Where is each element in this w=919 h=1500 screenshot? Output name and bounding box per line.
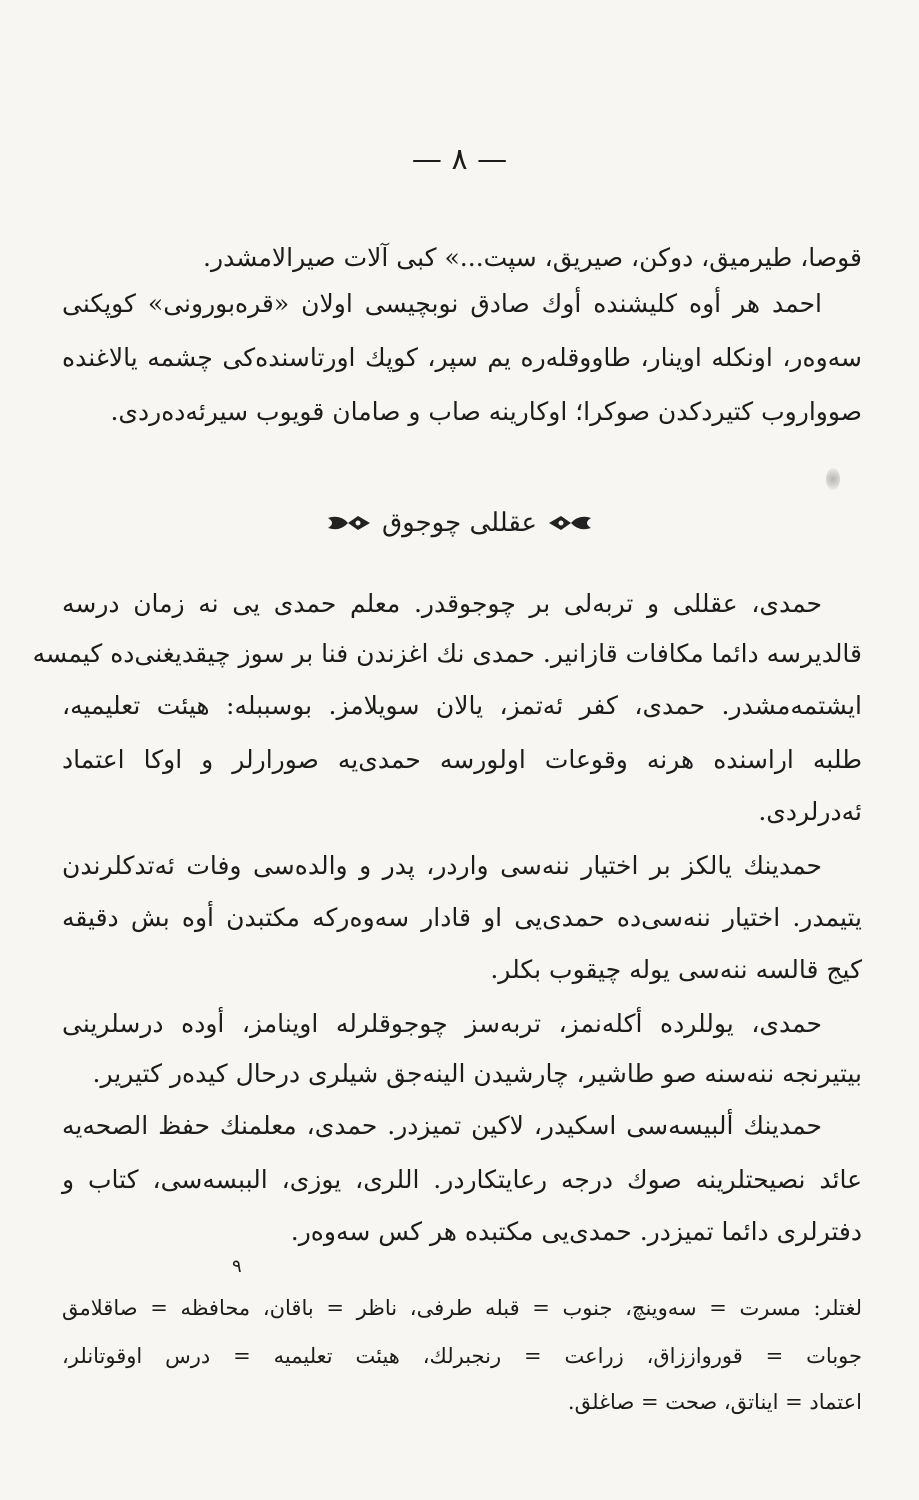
intro-line: احمد هر أوه کلیشنده أوك صادق نوبچیسی اولان «قره‌بورونی» کوپکنی: [62, 289, 822, 318]
page-number: — ۸ —: [411, 142, 508, 177]
paragraph-line: حمدینك ألبیسه‌سی اسکیدر، لاکین تمیزدر. حمدی، معلمنك حفظ الصحه‌یه: [62, 1111, 822, 1140]
footnote-mark: ۹: [232, 1256, 242, 1277]
vocabulary-line: جوبات = قورواززاق، زراعت = رنجبرلك، هیئت تعلیمیه = درس اوقوتانلر،: [62, 1344, 862, 1368]
paragraph-line: عائد نصیحتلرینه صوك درجه رعایتکاردر. اللری، یوزی، الببسه‌سی، کتاب و: [62, 1165, 862, 1194]
section-heading-row: [0, 508, 919, 538]
paragraph-line: حمدی، عقللی و تربه‌لی بر چوجوقدر. معلم حمدی‌ یی نه زمان درسه: [62, 589, 822, 618]
paragraph-line: طلبه اراسنده هرنه وقوعات اولورسه حمدی‌یه صورارلر و اوکا اعتماد: [62, 745, 862, 774]
paragraph-line: حمدی، یوللرده أکله‌نمز، تربه‌سز چوجوقلرله اوینامز، أوده درسلرینی: [62, 1009, 822, 1038]
ornament-right-icon: [547, 512, 593, 534]
intro-line: سه‌وه‌ر، اونکله اوینار، طاووقله‌ره یم سپر، کوپك اورتاسنده‌کی چشمه یالاغنده: [62, 343, 862, 372]
intro-line: صوواروب کتیردکدن صوکرا؛ اوکارینه صاب و صامان قویوب سیرئه‌ده‌ردی.: [110, 397, 862, 426]
paragraph-line: ئه‌درلردی.: [758, 797, 862, 826]
section-heading: عقللی چوجوق: [382, 508, 537, 538]
vocabulary-line: اعتماد = ایناتق، صحت = صاغلق.: [567, 1390, 862, 1414]
paragraph-line: یتیمدر. اختیار ننه‌سی‌ده حمدی‌یی او قادار سه‌وه‌رکه مکتبدن أوه بش دقیقه: [62, 903, 862, 932]
ink-spot: [826, 468, 840, 490]
paragraph-line: حمدینك یالکز بر اختیار ننه‌سی واردر، پدر و والده‌سی وفات ئه‌تدکلرندن: [62, 851, 822, 880]
paragraph-line: بیتیرنجه ننه‌سنه صو طاشیر، چارشیدن الینه‌جق شیلری درحال کیده‌ر کتیریر.: [92, 1059, 862, 1088]
paragraph-line: ایشتمه‌مشدر. حمدی، کفر ئه‌تمز، یالان سویلامز. بوسببله: هیئت تعلیمیه،: [62, 691, 862, 720]
paragraph-line: قالدیرسه دائما مکافات قازانیر. حمدی نك اغزندن فنا بر سوز چیقدیغنی‌ده کیمسه: [32, 639, 862, 668]
intro-line: قوصا، طیرمیق، دوکن، صیریق، سپت...» کبی آلات صیرالامشدر.: [203, 243, 862, 272]
paragraph-line: دفترلری دائما تمیزدر. حمدی‌یی مکتبده هر کس سه‌وه‌ر.: [290, 1217, 862, 1246]
ornament-left-icon: [326, 512, 372, 534]
paragraph-line: کیج قالسه ننه‌سی یوله چیقوب بکلر.: [490, 955, 862, 984]
vocabulary-line: لغتلر: مسرت = سه‌وینچ، جنوب = قبله طرفی، ناظر = باقان، محافظه = صاقلامق: [62, 1296, 862, 1320]
